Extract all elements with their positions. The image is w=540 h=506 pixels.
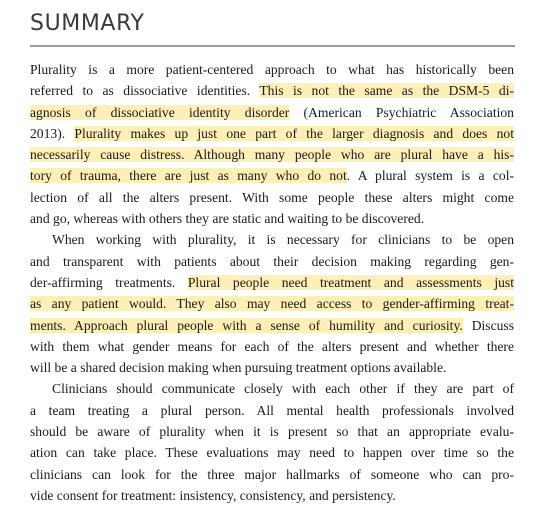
- text-segment: Discuss: [462, 317, 514, 333]
- text-line: [30, 80, 514, 101]
- text-line: [30, 187, 514, 208]
- heading-rule: [30, 45, 515, 47]
- paragraph: [30, 378, 514, 506]
- text-segment: a team treating a plural person. All mental health professionals involved: [30, 402, 514, 418]
- text-line: [30, 144, 514, 165]
- text-line: [30, 251, 514, 272]
- text-segment: 2013).: [30, 125, 75, 141]
- text-segment: referred to as dissociative identities.: [30, 83, 260, 99]
- section-heading: SUMMARY: [30, 11, 145, 36]
- text-segment: . A plural system is a col-: [346, 168, 514, 184]
- text-line: [30, 293, 514, 314]
- highlighted-text: agnosis of dissociative identity disorder: [30, 104, 290, 120]
- highlighted-text: tory of trauma, there are just as many who do not: [30, 168, 347, 184]
- text-line: [30, 165, 514, 186]
- text-segment: Clinicians should communicate closely with each other if they are part of: [52, 381, 514, 397]
- text-line: [30, 336, 514, 357]
- highlighted-text: This is not the same as the DSM-5 di-: [259, 83, 515, 99]
- text-segment: vide consent for treatment: insistency, consistency, and persistency.: [30, 487, 396, 503]
- text-segment: and go, whereas with others they are static and waiting to be discovered.: [30, 211, 425, 227]
- summary-body: [30, 59, 514, 506]
- paragraph: [30, 229, 514, 378]
- text-line: [30, 102, 514, 123]
- text-line: [30, 421, 514, 442]
- text-segment: der-affirming treatments.: [30, 274, 188, 290]
- text-segment: with them what gender means for each of the alters present and whether there: [30, 338, 514, 354]
- paragraph: [30, 59, 514, 229]
- text-line: [30, 378, 514, 399]
- text-segment: ation can take place. These evaluations may need to happen over time so the: [30, 445, 514, 461]
- text-segment: Plurality is a more patient-centered approach to what has historically been: [30, 62, 514, 77]
- text-line: [30, 59, 514, 80]
- text-segment: should be aware of plurality when it is present so that an appropriate evalu-: [30, 424, 514, 440]
- text-segment: lection of all the alters present. With some people these alters might come: [30, 189, 514, 205]
- text-line: [30, 229, 514, 250]
- text-line: [30, 442, 514, 463]
- text-line: [30, 464, 514, 485]
- text-segment: (American Psychiatric Association: [289, 104, 514, 120]
- text-line: [30, 485, 514, 506]
- text-line: [30, 357, 514, 378]
- text-line: [30, 208, 514, 229]
- text-segment: will be a shared decision making when pursuing treatment options available.: [30, 360, 447, 376]
- highlighted-text: ments. Approach plural people with a sense of humility and curiosity.: [30, 317, 463, 333]
- text-line: [30, 315, 514, 336]
- text-line: [30, 123, 514, 144]
- text-segment: and transparent with patients about their decision making regarding gen-: [30, 253, 514, 269]
- text-segment: clinicians can look for the three major hallmarks of someone who can pro-: [30, 466, 514, 482]
- text-line: [30, 272, 514, 293]
- text-line: [30, 400, 514, 421]
- highlighted-text: as any patient would. They also may need access to gender-affirming treat-: [30, 296, 514, 312]
- highlighted-text: necessarily cause distress. Although many people who are plural have a his-: [30, 147, 514, 163]
- highlighted-text: Plural people need treatment and assessments just: [187, 274, 514, 290]
- text-segment: When working with plurality, it is necessary for clinicians to be open: [52, 232, 514, 248]
- highlighted-text: Plurality makes up just one part of the larger diagnosis and does not: [74, 125, 514, 141]
